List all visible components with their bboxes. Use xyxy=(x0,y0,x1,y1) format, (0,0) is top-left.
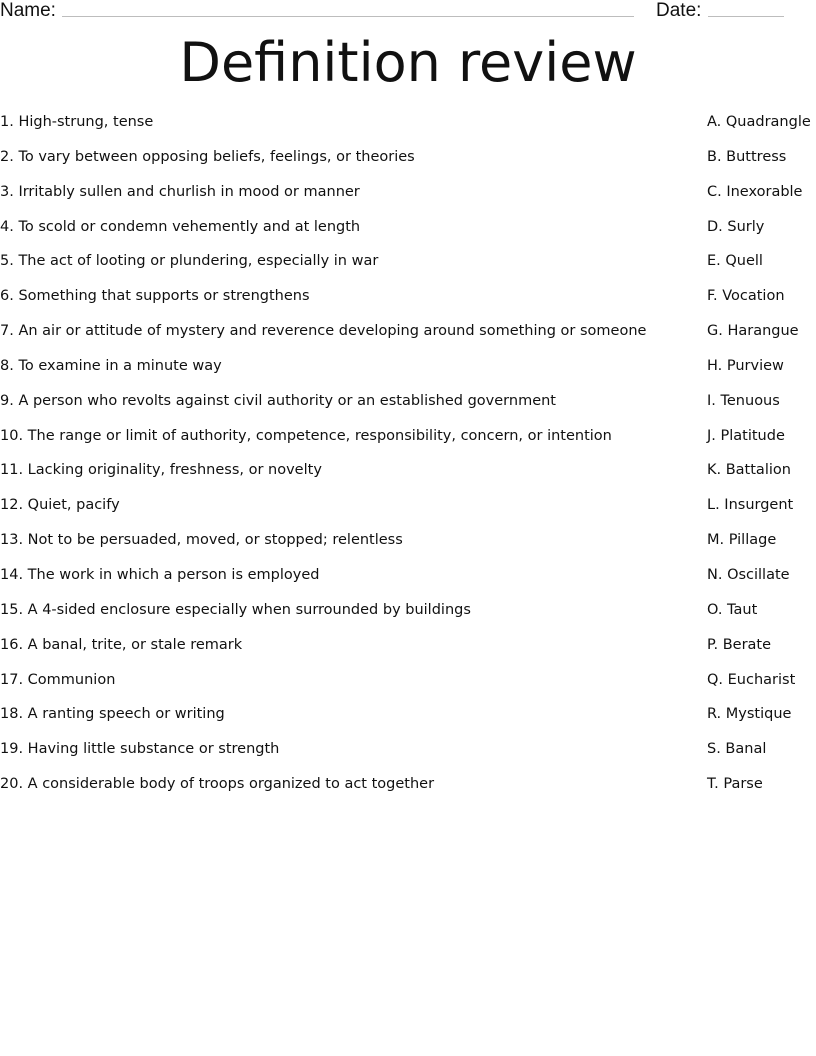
word-item: J. Platitude xyxy=(707,427,785,444)
definition-item: 17. Communion xyxy=(0,671,116,688)
word-item: H. Purview xyxy=(707,357,784,374)
definition-item: 20. A considerable body of troops organized to act together xyxy=(0,776,435,793)
word-item: C. Inexorable xyxy=(707,183,803,200)
word-bank-list xyxy=(707,111,816,808)
word-item: D. Surly xyxy=(707,218,765,235)
worksheet-header xyxy=(0,0,816,24)
definition-item: 18. A ranting speech or writing xyxy=(0,706,225,723)
definition-item: 19. Having little substance or strength xyxy=(0,741,280,758)
definition-item: 15. A 4-sided enclosure especially when surrounded by buildings xyxy=(0,601,471,618)
word-item: A. Quadrangle xyxy=(707,114,811,130)
definition-item: 14. The work in which a person is employed xyxy=(0,566,320,583)
definition-item: 4. To scold or condemn vehemently and at length xyxy=(0,218,361,235)
definition-item: 3. Irritably sullen and churlish in mood or manner xyxy=(0,183,360,200)
definition-item: 16. A banal, trite, or stale remark xyxy=(0,636,243,653)
name-label: Name: xyxy=(0,0,56,21)
word-item: F. Vocation xyxy=(707,288,785,305)
definition-item: 10. The range or limit of authority, competence, responsibility, concern, or intention xyxy=(0,427,612,444)
word-item: P. Berate xyxy=(707,636,772,653)
word-item: L. Insurgent xyxy=(707,497,794,514)
definition-item: 9. A person who revolts against civil authority or an established government xyxy=(0,392,556,409)
definition-item: 13. Not to be persuaded, moved, or stopped; relentless xyxy=(0,532,403,549)
word-item: E. Quell xyxy=(707,253,763,270)
definition-item: 2. To vary between opposing beliefs, feelings, or theories xyxy=(0,148,415,165)
page-title: Definition review xyxy=(179,31,637,94)
definition-item: 1. High-strung, tense xyxy=(0,114,154,130)
definition-item: 8. To examine in a minute way xyxy=(0,357,222,374)
word-item: M. Pillage xyxy=(707,532,777,549)
word-item: O. Taut xyxy=(707,601,758,618)
date-label: Date: xyxy=(656,0,702,21)
word-item: Q. Eucharist xyxy=(707,671,796,688)
date-blank-line xyxy=(708,16,784,17)
word-item: B. Buttress xyxy=(707,148,787,165)
word-item: I. Tenuous xyxy=(707,392,780,409)
word-item: N. Oscillate xyxy=(707,566,790,583)
definition-list xyxy=(0,111,690,808)
definition-item: 6. Something that supports or strengthens xyxy=(0,288,310,305)
word-item: K. Battalion xyxy=(707,462,791,479)
word-item: T. Parse xyxy=(707,776,763,793)
word-item: R. Mystique xyxy=(707,706,792,723)
definition-item: 5. The act of looting or plundering, especially in war xyxy=(0,253,379,270)
name-blank-line xyxy=(62,16,634,17)
definition-item: 12. Quiet, pacify xyxy=(0,497,120,514)
definition-item: 11. Lacking originality, freshness, or novelty xyxy=(0,462,322,479)
word-item: G. Harangue xyxy=(707,323,799,340)
definition-item: 7. An air or attitude of mystery and reverence developing around something or someone xyxy=(0,323,647,340)
word-item: S. Banal xyxy=(707,741,767,758)
